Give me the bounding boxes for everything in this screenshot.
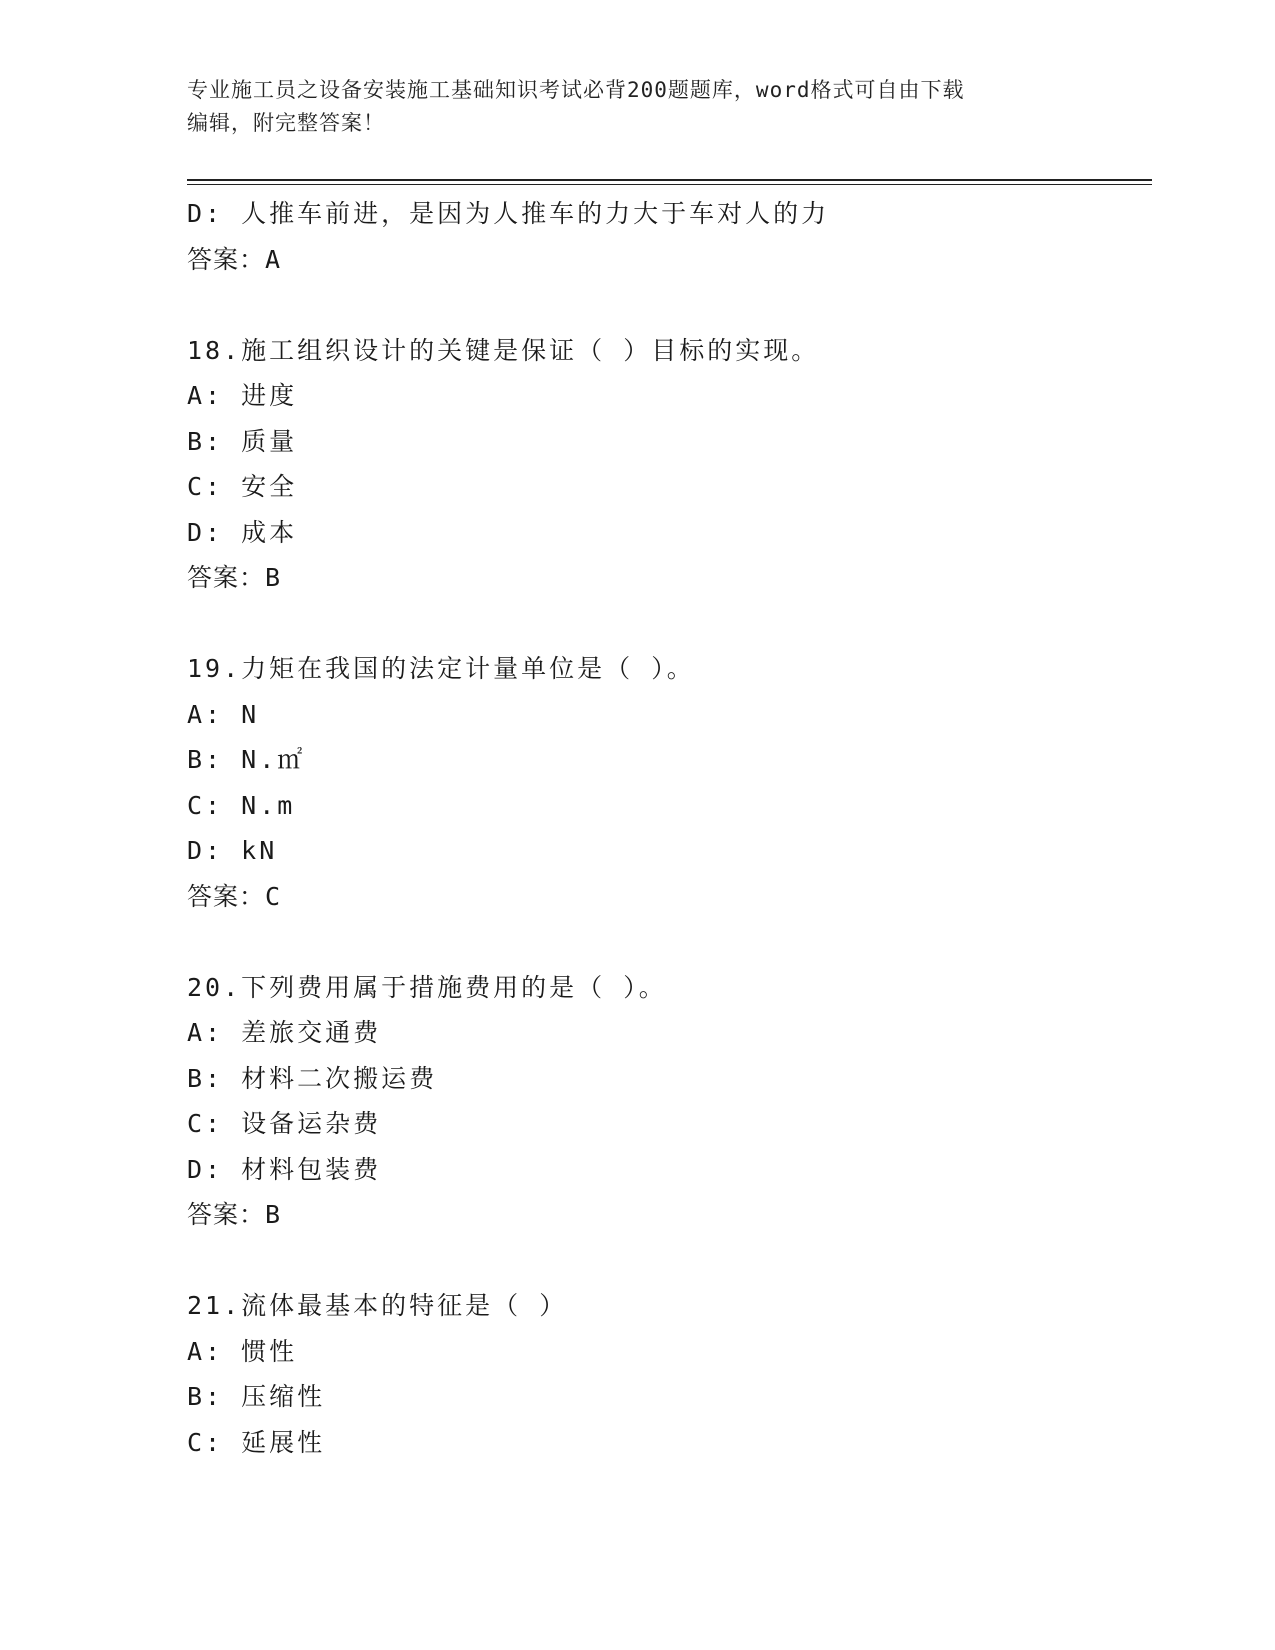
document-header bbox=[187, 74, 1087, 140]
question-text: 19.力矩在我国的法定计量单位是（ ）。 bbox=[187, 654, 695, 683]
option-c: C: 设备运杂费 bbox=[187, 1109, 382, 1138]
option-a: A: 进度 bbox=[187, 381, 298, 410]
option-a: A: 差旅交通费 bbox=[187, 1018, 382, 1047]
previous-question-tail bbox=[187, 191, 1147, 282]
option-a: A: 惯性 bbox=[187, 1336, 298, 1366]
answer-line: 答案：C bbox=[187, 881, 282, 911]
header-title-line-1: 专业施工员之设备安装施工基础知识考试必背200题题库，word格式可自由下载 bbox=[187, 78, 965, 102]
spacer bbox=[187, 1238, 1147, 1284]
option-d: D: 成本 bbox=[187, 517, 298, 547]
answer-line: 答案：B bbox=[187, 1200, 282, 1229]
option-d: D: 人推车前进，是因为人推车的力大于车对人的力 bbox=[187, 199, 830, 228]
question-20 bbox=[187, 965, 1147, 1238]
option-c: C: 延展性 bbox=[187, 1427, 326, 1457]
question-list bbox=[187, 191, 1147, 1465]
option-b: B: 压缩性 bbox=[187, 1382, 326, 1411]
option-c: C: 安全 bbox=[187, 472, 298, 501]
answer-line: 答案：B bbox=[187, 563, 282, 592]
question-19 bbox=[187, 646, 1147, 919]
option-b: B: 质量 bbox=[187, 426, 298, 456]
header-divider-thin bbox=[187, 184, 1152, 185]
spacer bbox=[187, 919, 1147, 965]
header-divider-thick bbox=[187, 179, 1152, 181]
header-title-line-2: 编辑，附完整答案！ bbox=[187, 111, 385, 135]
option-d: D: 材料包装费 bbox=[187, 1154, 382, 1184]
option-b: B: 材料二次搬运费 bbox=[187, 1063, 438, 1093]
option-d: D: kN bbox=[187, 836, 278, 865]
option-c: C: N.m bbox=[187, 790, 296, 820]
answer-line: 答案：A bbox=[187, 244, 282, 274]
question-text: 21.流体最基本的特征是（ ） bbox=[187, 1291, 568, 1320]
question-21 bbox=[187, 1283, 1147, 1465]
spacer bbox=[187, 282, 1147, 328]
spacer bbox=[187, 601, 1147, 647]
option-a: A: N bbox=[187, 699, 260, 729]
question-18 bbox=[187, 328, 1147, 601]
question-text: 18.施工组织设计的关键是保证（ ）目标的实现。 bbox=[187, 335, 820, 365]
option-b: B: N.㎡ bbox=[187, 745, 306, 774]
question-text: 20.下列费用属于措施费用的是（ ）。 bbox=[187, 972, 667, 1002]
